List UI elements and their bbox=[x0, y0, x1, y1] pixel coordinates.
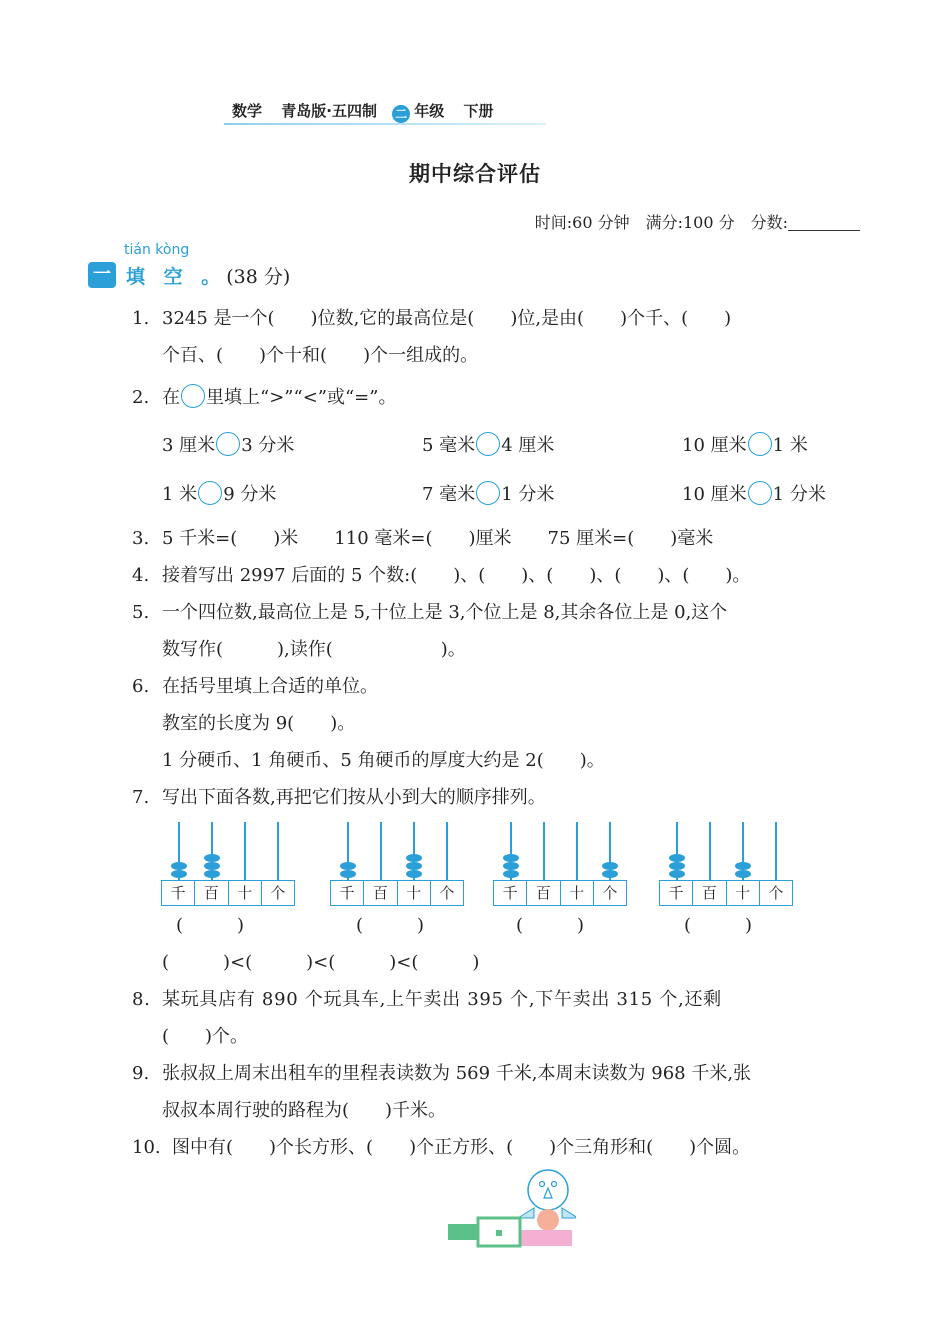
header-edition: 青岛版·五四制 bbox=[281, 102, 377, 120]
question-number: 2. bbox=[132, 387, 150, 408]
abacus-bead bbox=[669, 854, 685, 862]
abacus-place-label: 百 bbox=[195, 881, 228, 905]
abacus-rod bbox=[709, 822, 711, 880]
abacus-place-label: 百 bbox=[364, 881, 397, 905]
abacus bbox=[493, 822, 627, 908]
abacus-bead bbox=[503, 854, 519, 862]
page-title: 期中综合评估 bbox=[409, 161, 541, 186]
abacus-place-labels bbox=[659, 880, 793, 906]
question-7-line-1 bbox=[132, 783, 546, 809]
abacus-bead bbox=[204, 870, 220, 878]
abacus-bead bbox=[669, 862, 685, 870]
robot-small-square bbox=[496, 1230, 502, 1236]
compare-right: 9 分米 bbox=[223, 484, 277, 505]
abacus-place-label: 百 bbox=[527, 881, 560, 905]
compare-circle-icon bbox=[181, 384, 205, 408]
abacus bbox=[659, 822, 793, 908]
abacus-rod bbox=[576, 822, 578, 880]
abacus-rod bbox=[244, 822, 246, 880]
score-blank bbox=[788, 214, 860, 231]
question-text: 某玩具店有 890 个玩具车,上午卖出 395 个,下午卖出 315 个,还剩 bbox=[162, 989, 722, 1010]
compare-left: 3 厘米 bbox=[162, 435, 216, 456]
answer-circle[interactable] bbox=[748, 481, 772, 505]
question-9-line-2: 叔叔本周行驶的路程为( )千米。 bbox=[162, 1100, 447, 1121]
abacus-bead bbox=[406, 854, 422, 862]
abacus-bead bbox=[204, 854, 220, 862]
abacus-place-label: 个 bbox=[270, 884, 286, 902]
question-number: 7. bbox=[132, 787, 150, 808]
question-text: 写出下面各数,再把它们按从小到大的顺序排列。 bbox=[162, 787, 546, 808]
question-text-post: 里填上“>”“<”或“=”。 bbox=[206, 387, 397, 408]
abacus-bead bbox=[503, 870, 519, 878]
question-number: 5. bbox=[132, 602, 150, 623]
header-subject: 数学 bbox=[232, 102, 263, 120]
question-9-line-1 bbox=[132, 1059, 751, 1085]
question-number: 10. bbox=[132, 1137, 161, 1158]
abacus-place-labels bbox=[161, 880, 295, 906]
abacus-answer-blank[interactable]: ( ) bbox=[516, 915, 585, 936]
compare-left: 5 毫米 bbox=[422, 435, 476, 456]
abacus-bead bbox=[503, 862, 519, 870]
exam-info-text: 时间:60 分钟 满分:100 分 分数: bbox=[534, 213, 788, 232]
question-text: 3245 是一个( )位数,它的最高位是( )位,是由( )个千、( ) bbox=[162, 308, 732, 329]
abacus-rod bbox=[380, 822, 382, 880]
question-8-line-1 bbox=[132, 985, 722, 1011]
question-1-line-2: 个百、( )个十和( )个一组成的。 bbox=[162, 345, 479, 366]
section-number-badge: 一 bbox=[88, 262, 116, 288]
compare-item bbox=[682, 431, 808, 457]
abacus-place-label: 十 bbox=[561, 881, 594, 905]
abacus bbox=[330, 822, 464, 908]
question-number: 1. bbox=[132, 308, 150, 329]
section-pinyin: tián kòng bbox=[124, 242, 190, 258]
question-number: 9. bbox=[132, 1063, 150, 1084]
question-text: 一个四位数,最高位上是 5,十位上是 3,个位上是 8,其余各位上是 0,这个 bbox=[162, 602, 728, 623]
section-title bbox=[126, 262, 290, 289]
question-number: 3. bbox=[132, 528, 150, 549]
header-term: 下册 bbox=[463, 102, 494, 120]
question-text: 5 千米=( )米 110 毫米=( )厘米 75 厘米=( )毫米 bbox=[162, 528, 714, 549]
header-underline bbox=[224, 123, 546, 125]
question-5-line-2: 数写作( ),读作( )。 bbox=[162, 639, 466, 660]
question-4 bbox=[132, 561, 750, 587]
robot-base-rectangle bbox=[520, 1230, 572, 1246]
section-score: (38 分) bbox=[226, 266, 291, 288]
section-name: 填 空 。 bbox=[126, 266, 227, 288]
abacus-place-label: 个 bbox=[602, 884, 618, 902]
compare-left: 1 米 bbox=[162, 484, 198, 505]
compare-right: 3 分米 bbox=[241, 435, 295, 456]
abacus-place-label: 千 bbox=[162, 881, 195, 905]
abacus-place-label: 千 bbox=[331, 881, 364, 905]
compare-item bbox=[162, 431, 294, 457]
question-number: 8. bbox=[132, 989, 151, 1010]
abacus-bead bbox=[406, 862, 422, 870]
answer-circle[interactable] bbox=[216, 432, 240, 456]
abacus-rod bbox=[775, 822, 777, 880]
abacus-answer-blank[interactable]: ( ) bbox=[684, 915, 753, 936]
exam-info bbox=[535, 210, 860, 233]
abacus-place-label: 百 bbox=[693, 881, 726, 905]
compare-item bbox=[422, 431, 554, 457]
question-3 bbox=[132, 524, 713, 550]
abacus bbox=[161, 822, 295, 908]
question-2-line-1 bbox=[132, 383, 396, 409]
question-text: 在括号里填上合适的单位。 bbox=[162, 676, 378, 697]
abacus-answer-blank[interactable]: ( ) bbox=[356, 915, 425, 936]
question-8-line-2: ( )个。 bbox=[162, 1026, 249, 1047]
abacus-place-label: 千 bbox=[660, 881, 693, 905]
shapes-robot-figure bbox=[448, 1168, 576, 1252]
abacus-answer-blank[interactable]: ( ) bbox=[176, 915, 245, 936]
question-text-pre: 在 bbox=[162, 387, 180, 408]
abacus-place-labels bbox=[330, 880, 464, 906]
abacus-place-label: 个 bbox=[768, 884, 784, 902]
abacus-bead bbox=[735, 862, 751, 870]
question-number: 6. bbox=[132, 676, 150, 697]
compare-right: 1 分米 bbox=[501, 484, 555, 505]
abacus-place-label: 十 bbox=[229, 881, 262, 905]
abacus-place-labels bbox=[493, 880, 627, 906]
abacus-bead bbox=[340, 862, 356, 870]
robot-right-arm-triangle bbox=[562, 1208, 576, 1218]
question-text: 张叔叔上周末出租车的里程表读数为 569 千米,本周末读数为 968 千米,张 bbox=[162, 1063, 752, 1084]
compare-right: 1 分米 bbox=[772, 484, 826, 505]
compare-left: 10 厘米 bbox=[682, 435, 747, 456]
compare-left: 7 毫米 bbox=[422, 484, 476, 505]
abacus-bead bbox=[340, 870, 356, 878]
question-number: 4. bbox=[132, 565, 150, 586]
compare-left: 10 厘米 bbox=[682, 484, 747, 505]
compare-item bbox=[162, 480, 276, 506]
question-6-line-3: 1 分硬币、1 角硬币、5 角硬币的厚度大约是 2( )。 bbox=[162, 750, 605, 771]
grade-badge: 二 bbox=[392, 105, 410, 123]
question-6-line-1 bbox=[132, 672, 378, 698]
compare-item bbox=[682, 480, 826, 506]
answer-circle[interactable] bbox=[476, 481, 500, 505]
abacus-rod bbox=[277, 822, 279, 880]
abacus-place-label: 个 bbox=[439, 884, 455, 902]
order-answer-line[interactable]: ( )<( )<( )<( ) bbox=[162, 952, 480, 973]
robot-body-circle bbox=[537, 1209, 559, 1231]
header-grade: 年级 bbox=[414, 102, 445, 120]
abacus-bead bbox=[602, 870, 618, 878]
abacus-place-label: 十 bbox=[727, 881, 760, 905]
abacus-place-label: 十 bbox=[398, 881, 431, 905]
abacus-bead bbox=[171, 862, 187, 870]
question-5-line-1 bbox=[132, 598, 727, 624]
abacus-bead bbox=[204, 862, 220, 870]
question-text: 图中有( )个长方形、( )个正方形、( )个三角形和( )个圆。 bbox=[172, 1137, 751, 1158]
abacus-rod bbox=[543, 822, 545, 880]
abacus-bead bbox=[171, 870, 187, 878]
compare-right: 4 厘米 bbox=[501, 435, 555, 456]
answer-circle[interactable] bbox=[748, 432, 772, 456]
abacus-bead bbox=[602, 862, 618, 870]
answer-circle[interactable] bbox=[198, 481, 222, 505]
compare-right: 1 米 bbox=[772, 435, 808, 456]
question-10 bbox=[132, 1133, 750, 1159]
robot-head-circle bbox=[528, 1170, 568, 1210]
question-1-line-1 bbox=[132, 304, 731, 330]
abacus-rod bbox=[446, 822, 448, 880]
abacus-bead bbox=[669, 870, 685, 878]
abacus-place-label: 千 bbox=[494, 881, 527, 905]
question-6-line-2: 教室的长度为 9( )。 bbox=[162, 713, 356, 734]
answer-circle[interactable] bbox=[476, 432, 500, 456]
abacus-bead bbox=[735, 870, 751, 878]
question-text: 接着写出 2997 后面的 5 个数:( )、( )、( )、( )、( )。 bbox=[162, 565, 751, 586]
book-header bbox=[232, 100, 493, 123]
compare-item bbox=[422, 480, 554, 506]
abacus-bead bbox=[406, 870, 422, 878]
